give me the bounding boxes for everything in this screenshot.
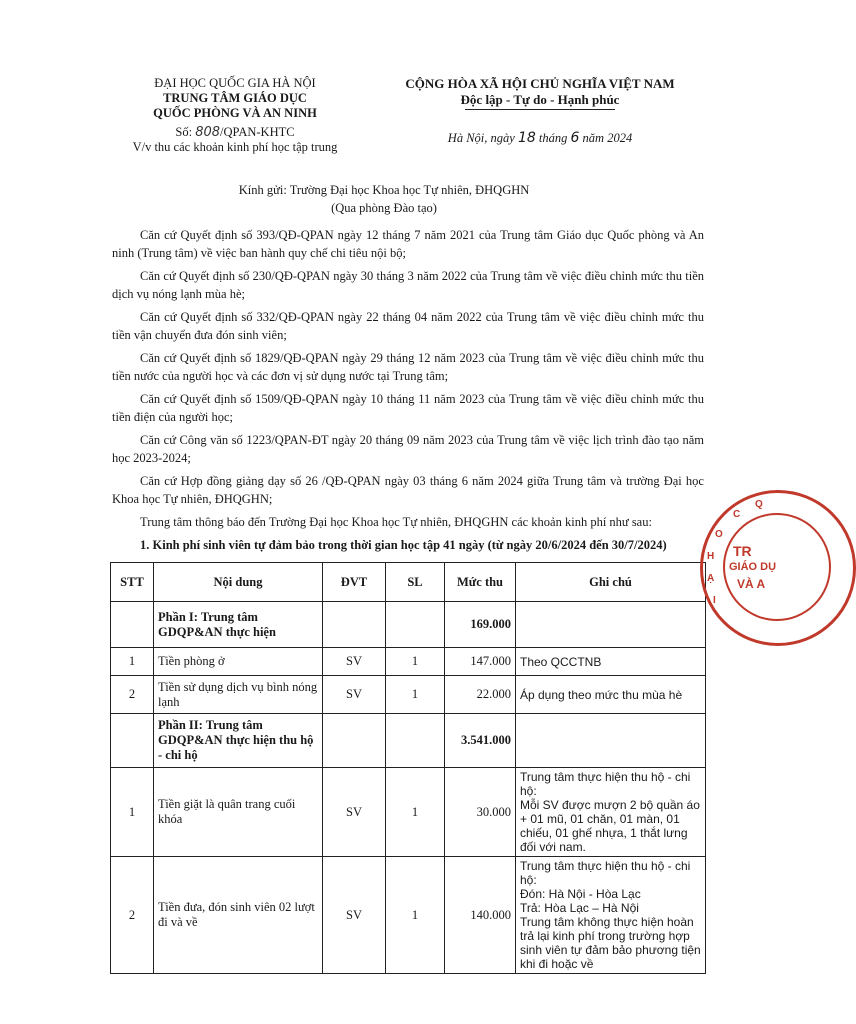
notice-paragraph: Trung tâm thông báo đến Trường Đại học Khoa học Tự nhiên, ĐHQGHN các khoản kinh phí như sau: — [140, 515, 652, 529]
national-header — [390, 76, 690, 146]
issuer-name-line1: TRUNG TÂM GIÁO DỤC — [163, 91, 307, 105]
fee-table — [110, 562, 706, 974]
basis-paragraph: Căn cứ Quyết định số 393/QĐ-QPAN ngày 12 tháng 7 năm 2021 của Trung tâm Giáo dục Quốc phòng và An ninh (Trung tâm) về việc ban hành quy chế chi tiêu nội bộ; — [112, 228, 704, 260]
seal-arc-letter: C — [733, 509, 741, 520]
col-header-qty: SL — [386, 563, 445, 602]
part2-title: Phần II: Trung tâm GDQP&AN thực hiện thu hộ - chi hộ — [154, 714, 323, 768]
part1-total: 169.000 — [445, 602, 516, 648]
seal-arc-letter: H — [707, 551, 715, 562]
basis-paragraph: Căn cứ Hợp đồng giảng dạy số 26 /QĐ-QPAN ngày 03 tháng 6 năm 2024 giữa Trung tâm và trường Đại học Khoa học Tự nhiên, ĐHQGHN; — [112, 474, 704, 506]
table-row-part2 — [111, 714, 706, 768]
recipient-block — [0, 181, 768, 217]
national-title: CỘNG HÒA XÃ HỘI CHỦ NGHĨA VIỆT NAM — [405, 76, 675, 91]
issuer-name-line2: QUỐC PHÒNG VÀ AN NINH — [153, 106, 317, 120]
table-row: 1 Tiền giặt là quân trang cuối khóa SV 1 30.000 Trung tâm thực hiện thu hộ - chi hộ: Mỗi SV được mượn 2 bộ quần áo + 01 mũ, 01 chăn, 01 màn, 01 chiếu, 01 ghế nhựa, 1 thắt lưng đối với nam. — [111, 768, 706, 857]
col-header-note: Ghi chú — [516, 563, 706, 602]
table-row-part1 — [111, 602, 706, 648]
basis-paragraph: Căn cứ Quyết định số 1829/QĐ-QPAN ngày 29 tháng 12 năm 2023 của Trung tâm về việc điều chỉnh mức thu tiền nước của người học và các đơn vị sử dụng nước tại Trung tâm; — [112, 351, 704, 383]
col-header-unit: ĐVT — [323, 563, 386, 602]
seal-arc-letter: O — [715, 529, 723, 540]
section-title: 1. Kinh phí sinh viên tự đảm bảo trong thời gian học tập 41 ngày (từ ngày 20/6/2024 đến 30/7/2024) — [140, 538, 667, 552]
seal-text: VÀ A — [737, 577, 766, 591]
seal-arc-letter: I — [713, 595, 716, 606]
col-header-content: Nội dung — [154, 563, 323, 602]
col-header-amount: Mức thu — [445, 563, 516, 602]
issuer-parent: ĐẠI HỌC QUỐC GIA HÀ NỘI — [154, 76, 316, 90]
basis-paragraph: Căn cứ Công văn số 1223/QPAN-ĐT ngày 20 tháng 09 năm 2023 của Trung tâm về việc lịch trình đào tạo năm học 2023-2024; — [112, 433, 704, 465]
official-seal — [700, 490, 856, 646]
basis-paragraph: Căn cứ Quyết định số 332/QĐ-QPAN ngày 22 tháng 04 năm 2022 của Trung tâm về việc điều chỉnh mức thu tiền vận chuyển đưa đón sinh viên; — [112, 310, 704, 342]
col-header-stt: STT — [111, 563, 154, 602]
part2-total: 3.541.000 — [445, 714, 516, 768]
table-header-row — [111, 563, 706, 602]
seal-arc-letter: Q — [755, 499, 763, 510]
part1-title: Phần I: Trung tâm GDQP&AN thực hiện — [154, 602, 323, 648]
issuer-header — [110, 76, 360, 155]
document-body — [112, 226, 704, 559]
handwritten-month: 6 — [570, 130, 580, 146]
table-row: 2 Tiền sử dụng dịch vụ bình nóng lạnh SV 1 22.000 Áp dụng theo mức thu mùa hè — [111, 676, 706, 714]
table-row: 1 Tiền phòng ở SV 1 147.000 Theo QCCTNB — [111, 648, 706, 676]
document-number: Số: 808/QPAN-KHTC — [175, 125, 295, 140]
recipient-via: (Qua phòng Đào tạo) — [331, 201, 437, 215]
basis-paragraph: Căn cứ Quyết định số 1509/QĐ-QPAN ngày 10 tháng 11 năm 2023 của Trung tâm về việc điều chỉnh mức thu tiền điện của người học; — [112, 392, 704, 424]
recipient-line: Kính gửi: Trường Đại học Khoa học Tự nhiên, ĐHQGHN — [238, 183, 530, 197]
handwritten-number: 808 — [195, 125, 221, 140]
table-row: 2 Tiền đưa, đón sinh viên 02 lượt đi và về SV 1 140.000 Trung tâm thực hiện thu hộ - chi hộ: Đón: Hà Nội - Hòa Lạc Trả: Hòa Lạc – Hà Nội Trung tâm không thực hiện hoàn trả lại kinh phí trong trường hợp sinh viên tự đảm bảo phương tiện khi đi hoặc về — [111, 857, 706, 974]
seal-arc-letter: Ạ — [707, 573, 715, 584]
document-subject: V/v thu các khoản kinh phí học tập trung — [132, 140, 338, 154]
document-date: Hà Nội, ngày 18 tháng 6 năm 2024 — [447, 130, 633, 146]
handwritten-day: 18 — [517, 130, 536, 146]
basis-paragraph: Căn cứ Quyết định số 230/QĐ-QPAN ngày 30 tháng 3 năm 2022 của Trung tâm về việc điều chỉnh mức thu tiền dịch vụ nóng lạnh mùa hè; — [112, 269, 704, 301]
seal-text: TR — [733, 543, 752, 559]
national-motto: Độc lập - Tự do - Hạnh phúc — [460, 92, 620, 107]
motto-underline — [465, 109, 615, 110]
seal-text: GIÁO DỤ — [729, 561, 777, 573]
